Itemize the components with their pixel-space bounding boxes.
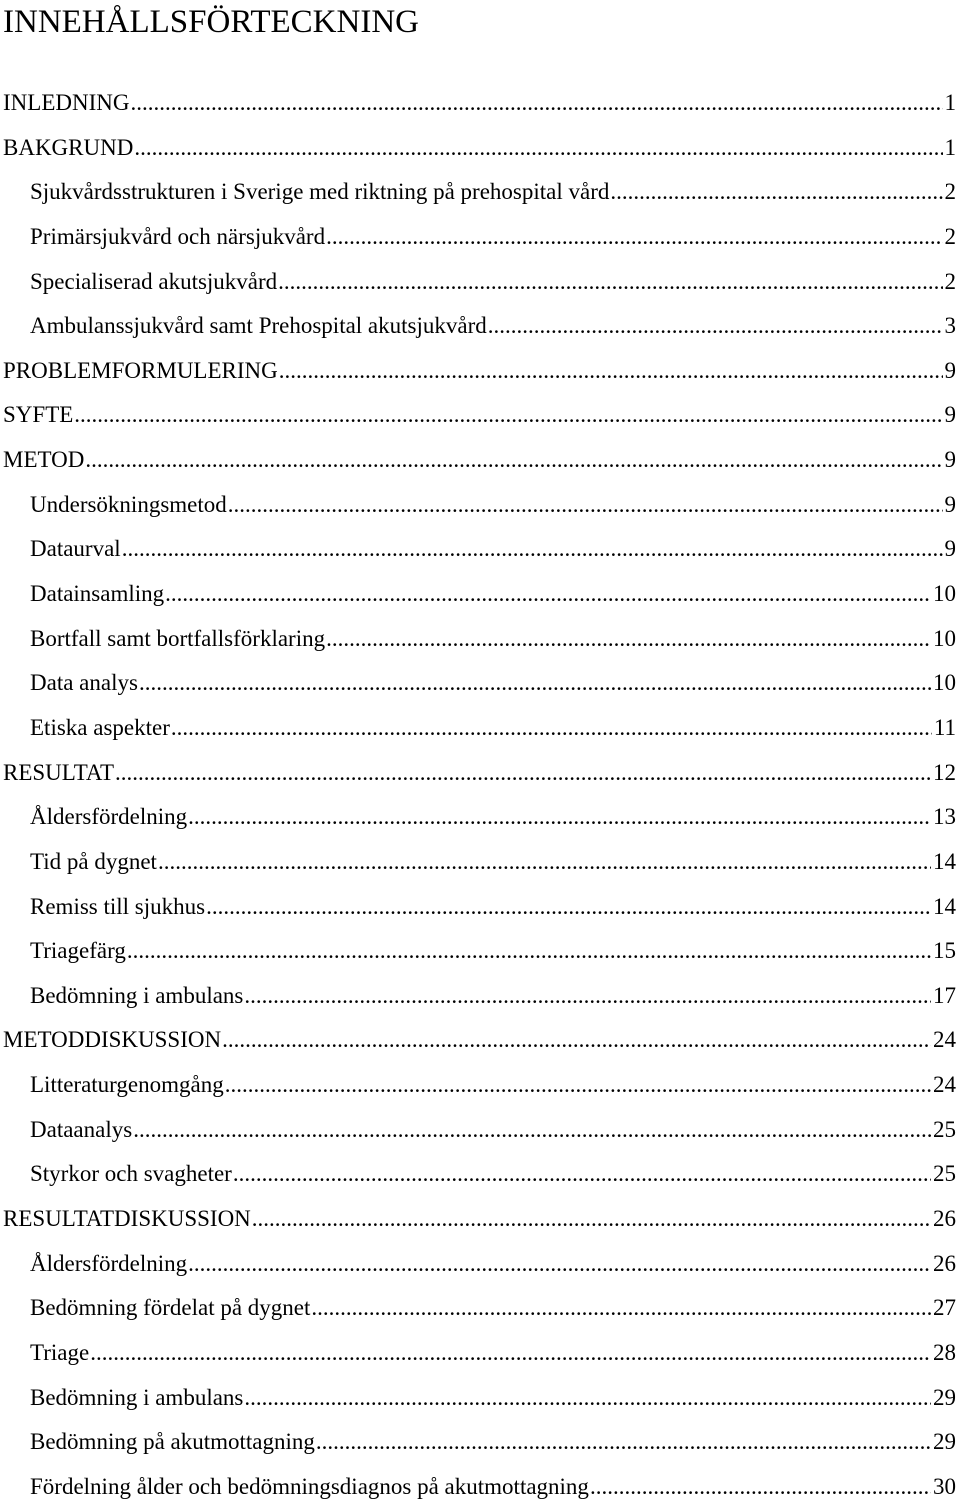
toc-entry[interactable] <box>0 393 960 438</box>
toc-dot-leader <box>127 929 931 974</box>
toc-entry[interactable] <box>0 751 960 796</box>
toc-page-number: 1 <box>945 126 960 171</box>
toc-dot-leader <box>74 393 942 438</box>
toc-entry-label: Dataurval <box>30 527 121 572</box>
toc-page-number: 10 <box>933 572 960 617</box>
toc-page-number: 9 <box>945 393 960 438</box>
toc-page-number: 2 <box>945 260 960 305</box>
toc-page-number: 27 <box>933 1286 960 1331</box>
toc-entry-label: Data analys <box>30 661 138 706</box>
toc-dot-leader <box>316 1420 931 1465</box>
toc-dot-leader <box>233 1152 931 1197</box>
toc-dot-leader <box>165 572 931 617</box>
toc-entry-label: METOD <box>3 438 84 483</box>
toc-dot-leader <box>488 304 943 349</box>
toc-entry-label: RESULTAT <box>3 751 114 796</box>
toc-entry[interactable] <box>0 1242 960 1287</box>
toc-page-number: 3 <box>945 304 960 349</box>
toc-entry[interactable] <box>0 885 960 930</box>
toc-page-number: 30 <box>933 1465 960 1510</box>
toc-dot-leader <box>326 215 942 260</box>
toc-page-number: 15 <box>933 929 960 974</box>
toc-page-number: 10 <box>933 617 960 662</box>
toc-entry-label: PROBLEMFORMULERING <box>3 349 278 394</box>
toc-entry-label: Etiska aspekter <box>30 706 170 751</box>
toc-dot-leader <box>244 1376 931 1421</box>
toc-dot-leader <box>188 795 931 840</box>
toc-entry[interactable] <box>0 974 960 1019</box>
toc-entry-label: Triagefärg <box>30 929 126 974</box>
toc-entry-label: Remiss till sjukhus <box>30 885 205 930</box>
toc-entry-label: Tid på dygnet <box>30 840 157 885</box>
toc-dot-leader <box>244 974 931 1019</box>
toc-dot-leader <box>85 438 942 483</box>
toc-page-number: 1 <box>945 81 960 126</box>
toc-page-number: 9 <box>945 527 960 572</box>
toc-page-number: 12 <box>933 751 960 796</box>
toc-page-number: 25 <box>933 1108 960 1153</box>
toc-entry[interactable] <box>0 260 960 305</box>
toc-entry-label: Specialiserad akutsjukvård <box>30 260 277 305</box>
toc-entry[interactable] <box>0 1018 960 1063</box>
toc-page-number: 14 <box>933 840 960 885</box>
toc-page-number: 9 <box>945 438 960 483</box>
toc-page-number: 9 <box>945 483 960 528</box>
toc-entry-label: Bedömning i ambulans <box>30 974 243 1019</box>
toc-entry[interactable] <box>0 81 960 126</box>
toc-dot-leader <box>610 170 942 215</box>
toc-dot-leader <box>171 706 932 751</box>
toc-entry[interactable] <box>0 126 960 171</box>
toc-dot-leader <box>133 1108 931 1153</box>
toc-entry[interactable] <box>0 1152 960 1197</box>
toc-page-number: 29 <box>933 1376 960 1421</box>
toc-entry[interactable] <box>0 483 960 528</box>
toc-entry[interactable] <box>0 795 960 840</box>
toc-page-number: 29 <box>933 1420 960 1465</box>
toc-entry[interactable] <box>0 170 960 215</box>
toc-entry-label: INLEDNING <box>3 81 129 126</box>
toc-entry-label: Bedömning på akutmottagning <box>30 1420 315 1465</box>
toc-dot-leader <box>225 1063 931 1108</box>
toc-dot-leader <box>188 1242 931 1287</box>
toc-page-number: 28 <box>933 1331 960 1376</box>
toc-entry[interactable] <box>0 527 960 572</box>
toc-entry[interactable] <box>0 840 960 885</box>
toc-entry-label: METODDISKUSSION <box>3 1018 221 1063</box>
toc-page-number: 9 <box>945 349 960 394</box>
toc-entry-label: Undersökningsmetod <box>30 483 227 528</box>
toc-page-number: 11 <box>934 706 960 751</box>
toc-title: INNEHÅLLSFÖRTECKNING <box>3 2 419 42</box>
toc-dot-leader <box>326 617 931 662</box>
toc-entry-label: Åldersfördelning <box>30 1242 187 1287</box>
toc-dot-leader <box>115 751 931 796</box>
toc-entry-label: Dataanalys <box>30 1108 132 1153</box>
toc-dot-leader <box>311 1286 931 1331</box>
toc-page-number: 24 <box>933 1063 960 1108</box>
toc-entry[interactable] <box>0 304 960 349</box>
toc-entry[interactable] <box>0 215 960 260</box>
toc-entry[interactable] <box>0 1331 960 1376</box>
toc-page-number: 26 <box>933 1242 960 1287</box>
toc-entry[interactable] <box>0 438 960 483</box>
toc-list <box>0 81 960 1510</box>
toc-dot-leader <box>139 661 931 706</box>
toc-page-number: 26 <box>933 1197 960 1242</box>
toc-entry[interactable] <box>0 572 960 617</box>
toc-entry-label: Sjukvårdsstrukturen i Sverige med riktning på prehospital vård <box>30 170 609 215</box>
toc-dot-leader <box>206 885 931 930</box>
toc-entry[interactable] <box>0 617 960 662</box>
toc-entry-label: Styrkor och svagheter <box>30 1152 232 1197</box>
toc-entry[interactable] <box>0 1286 960 1331</box>
toc-dot-leader <box>590 1465 931 1510</box>
toc-entry[interactable] <box>0 929 960 974</box>
toc-entry-label: Bedömning i ambulans <box>30 1376 243 1421</box>
toc-entry[interactable] <box>0 1197 960 1242</box>
toc-dot-leader <box>158 840 931 885</box>
toc-page-number: 14 <box>933 885 960 930</box>
toc-entry[interactable] <box>0 661 960 706</box>
toc-dot-leader <box>222 1018 931 1063</box>
toc-dot-leader <box>90 1331 931 1376</box>
toc-dot-leader <box>134 126 942 171</box>
toc-dot-leader <box>130 81 942 126</box>
toc-entry[interactable] <box>0 1465 960 1510</box>
toc-entry[interactable] <box>0 706 960 751</box>
toc-entry-label: SYFTE <box>3 393 73 438</box>
toc-dot-leader <box>279 349 943 394</box>
toc-page-number: 24 <box>933 1018 960 1063</box>
toc-entry-label: Bortfall samt bortfallsförklaring <box>30 617 325 662</box>
toc-page-number: 25 <box>933 1152 960 1197</box>
toc-entry-label: Primärsjukvård och närsjukvård <box>30 215 325 260</box>
toc-entry-label: Åldersfördelning <box>30 795 187 840</box>
toc-entry[interactable] <box>0 349 960 394</box>
toc-entry-label: Triage <box>30 1331 89 1376</box>
toc-entry[interactable] <box>0 1420 960 1465</box>
toc-entry-label: Datainsamling <box>30 572 164 617</box>
toc-page-number: 13 <box>933 795 960 840</box>
toc-entry-label: Ambulanssjukvård samt Prehospital akutsjukvård <box>30 304 487 349</box>
toc-dot-leader <box>228 483 943 528</box>
toc-entry[interactable] <box>0 1063 960 1108</box>
toc-entry-label: Fördelning ålder och bedömningsdiagnos på akutmottagning <box>30 1465 589 1510</box>
toc-entry-label: Litteraturgenomgång <box>30 1063 224 1108</box>
toc-dot-leader <box>252 1197 931 1242</box>
toc-page-number: 17 <box>933 974 960 1019</box>
toc-page-number: 10 <box>933 661 960 706</box>
toc-entry[interactable] <box>0 1108 960 1153</box>
toc-dot-leader <box>278 260 942 305</box>
toc-entry-label: Bedömning fördelat på dygnet <box>30 1286 310 1331</box>
toc-dot-leader <box>122 527 943 572</box>
toc-entry-label: BAKGRUND <box>3 126 133 171</box>
toc-entry-label: RESULTATDISKUSSION <box>3 1197 251 1242</box>
toc-entry[interactable] <box>0 1376 960 1421</box>
toc-page-number: 2 <box>945 215 960 260</box>
toc-page-number: 2 <box>945 170 960 215</box>
